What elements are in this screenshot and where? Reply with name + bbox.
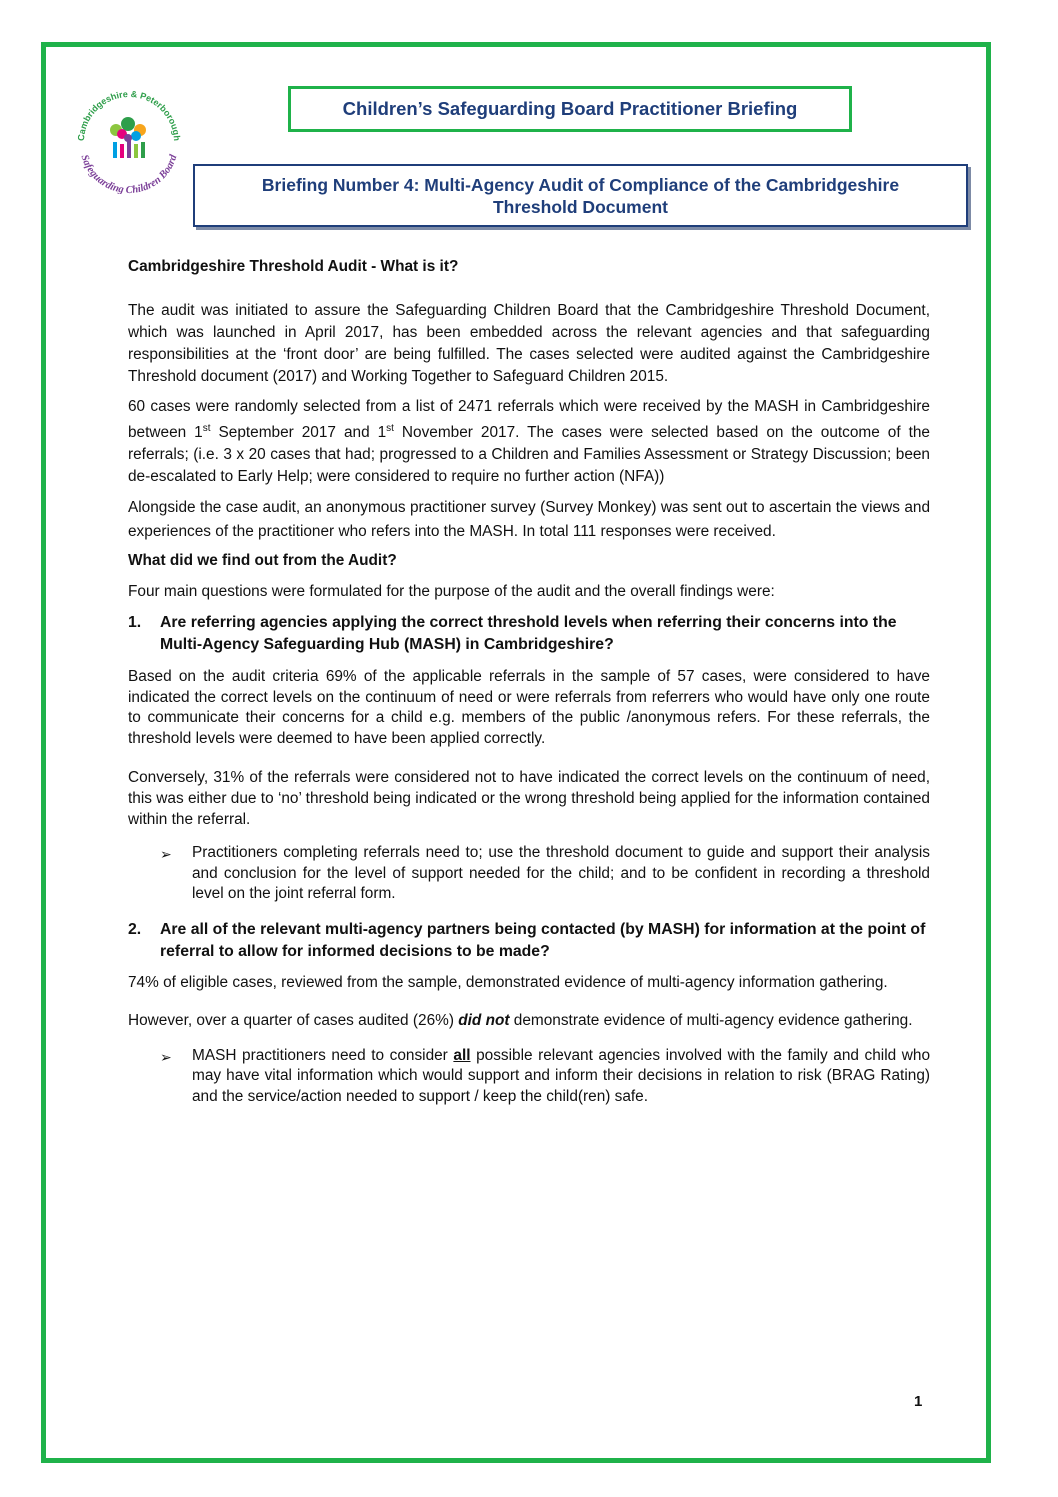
document-body bbox=[128, 256, 930, 1107]
question-1: 1. Are referring agencies applying the correct threshold levels when referring their concerns into the Multi-Agency Safeguarding Hub (MASH) in Cambridgeshire? bbox=[128, 614, 897, 654]
safeguarding-board-logo bbox=[70, 82, 188, 194]
arrow-bullet-icon: ➢ bbox=[160, 846, 172, 863]
paragraph-audit-purpose: The audit was initiated to assure the Safeguarding Children Board that the Cambridgeshire Threshold Document, which was launched in April 2017, has been embedded across the relevant agencies and that safeguarding responsibilities at the ‘front door’ are being fulfilled. The cases selected were audited against the Cambridgeshire Threshold document (2017) and Working Together to Safeguard Children 2015. bbox=[128, 302, 930, 385]
svg-text:Safeguarding Children Board: Safeguarding Children Board bbox=[78, 153, 180, 194]
question-2: 2. Are all of the relevant multi-agency partners being contacted (by MASH) for information at the point of referral to allow for informed decisions to be made? bbox=[128, 920, 926, 960]
paragraph-q1-finding-incorrect: Conversely, 31% of the referrals were considered not to have indicated the correct levels on the continuum of need, this was either due to ‘no’ threshold being indicated or the wrong threshold being applied for the information contained within the referral. bbox=[128, 769, 930, 829]
section-heading-findings: What did we find out from the Audit? bbox=[128, 552, 397, 570]
arrow-bullet-icon: ➢ bbox=[160, 1048, 172, 1065]
page-number: 1 bbox=[914, 1393, 923, 1410]
page-title: Children’s Safeguarding Board Practitioner Briefing bbox=[342, 98, 798, 119]
paragraph-q2-finding-evidence: 74% of eligible cases, reviewed from the sample, demonstrated evidence of multi-agency information gathering. bbox=[128, 973, 888, 991]
title-box bbox=[288, 86, 852, 132]
briefing-title: Briefing Number 4: Multi-Agency Audit of Compliance of the Cambridgeshire Threshold Document bbox=[261, 174, 900, 217]
bullet-q1-action: ➢ Practitioners completing referrals need to; use the threshold document to guide and support their analysis and conclusion for the level of support needed for the child; and to be confident in recording a threshold level on the joint referral form. bbox=[160, 843, 930, 905]
svg-text:Cambridgeshire & Peterborough: Cambridgeshire & Peterborough bbox=[75, 88, 183, 142]
bullet-q2-action: ➢ MASH practitioners need to consider all possible relevant agencies involved with the family and child who may have vital information which would support and inform their decisions in relation to risk (BRAG Rating) and the service/action needed to support / keep the child(ren) safe. bbox=[160, 1046, 930, 1108]
paragraph-q1-finding-correct: Based on the audit criteria 69% of the applicable referrals in the sample of 57 cases, were considered to have indicated the correct levels on the continuum of need or were referrals from referrers who would have only one route to communicate their concerns for a child e.g. members of the public /anonymous refers. For these referrals, the threshold levels were deemed to have been applied correctly. bbox=[128, 668, 930, 747]
paragraph-q2-finding-no-evidence: However, over a quarter of cases audited (26%) did not demonstrate evidence of multi-agency evidence gathering. bbox=[128, 1012, 913, 1030]
paragraph-findings-intro: Four main questions were formulated for the purpose of the audit and the overall findings were: bbox=[128, 583, 775, 601]
paragraph-case-selection: 60 cases were randomly selected from a list of 2471 referrals which were received by the MASH in Cambridgeshire between 1st September 2017 and 1st November 2017. The cases were selected based on the outcome of the referrals; (i.e. 3 x 20 cases that had; progressed to a Children and Families Assessment or Strategy Discussion; been de-escalated to Early Help; were considered to require no further action (NFA)) bbox=[128, 398, 930, 486]
briefing-box bbox=[193, 164, 968, 227]
section-heading-what-is-it: Cambridgeshire Threshold Audit - What is it? bbox=[128, 258, 459, 275]
paragraph-survey: Alongside the case audit, an anonymous practitioner survey (Survey Monkey) was sent out to ascertain the views and experiences of the practitioner who refers into the MASH. In total 111 responses were received. bbox=[128, 499, 930, 540]
